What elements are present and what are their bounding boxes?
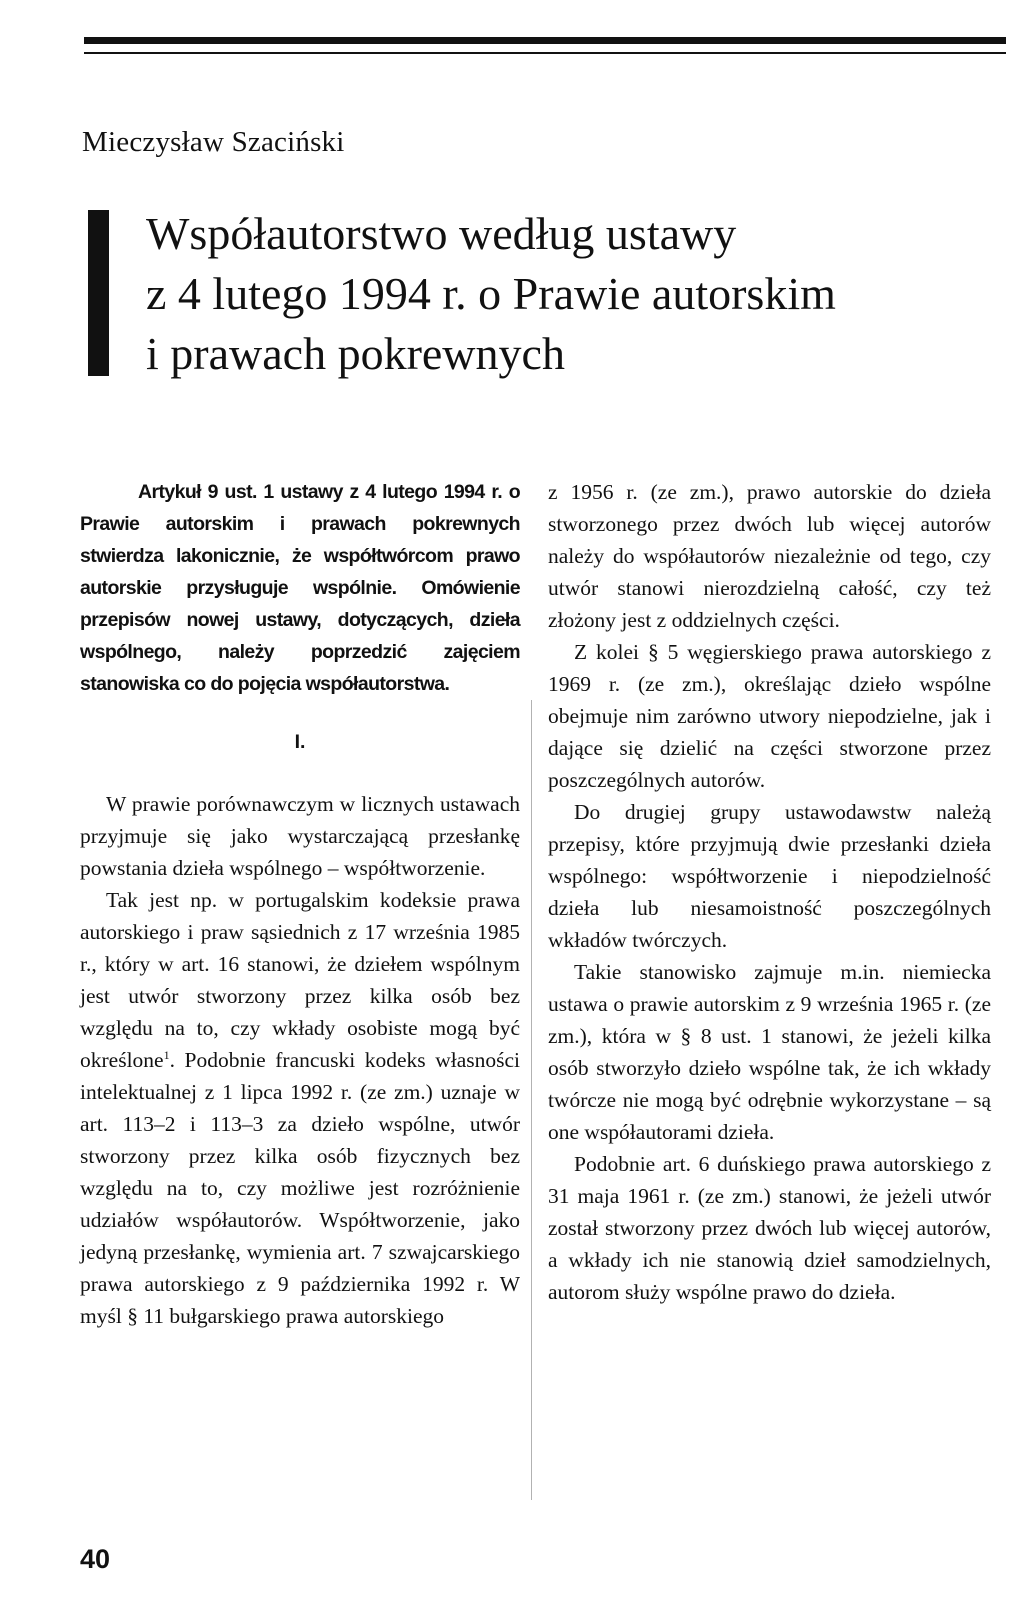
paragraph-text: . Podobnie francuski kodeks własności intelektualnej z 1 lipca 1992 r. (ze zm.) uznaje w art. 113–2 i 113–3 za dzieło wspólne, utwór stworzony przez kilka osób fizycznych bez względu na to, czy możliwe jest rozróżnienie udziałów współautorów. Współtworzenie, jako jedyną przesłankę, wymienia art. 7 szwajcarskiego prawa autorskiego z 9 października 1992 r. W myśl § 11 bułgarskiego prawa autorskiego: [80, 1048, 520, 1328]
page-number: 40: [80, 1544, 111, 1574]
footnote-marker: 1: [163, 1047, 170, 1062]
lead-paragraph: Artykuł 9 ust. 1 ustawy z 4 lutego 1994 r. o Prawie autorskim i prawach pokrewnych stwierdza lakonicznie, że współtwórcom prawo autorskie przysługuje wspólnie. Omówienie przepisów nowej ustawy, dotyczących, dzieła wspólnego, należy poprzedzić zajęciem stanowiska co do pojęcia współautorstwa.: [80, 481, 520, 695]
column-divider: [531, 700, 532, 1500]
header-rule-thick: [84, 37, 1006, 44]
title-line-1: Współautorstwo według ustawy: [146, 208, 737, 259]
body-paragraph: [80, 884, 520, 1332]
title-line-2: z 4 lutego 1994 r. o Prawie autorskim: [146, 268, 836, 319]
body-paragraph: W prawie porównawczym w licznych ustawach przyjmuje się jako wystarczającą przesłankę powstania dzieła wspólnego – współtworzenie.: [80, 792, 520, 880]
paragraph-text: Tak jest np. w portugalskim kodeksie prawa autorskiego i praw sąsiednich z 17 września 1985 r., który w art. 16 stanowi, że dziełem wspólnym jest utwór stworzony przez kilka osób bez względu na to, czy wkłady osobiste mogą być określone: [80, 888, 520, 1072]
article-title: [146, 204, 1006, 384]
left-column: [80, 476, 520, 1332]
body-paragraph: Podobnie art. 6 duńskiego prawa autorskiego z 31 maja 1961 r. (ze zm.) stanowi, że jeżeli utwór został stworzony przez dwóch lub więcej autorów, a wkłady ich nie stanowią dzieł samodzielnych, autorom służy wspólne prawo do dzieła.: [548, 1152, 991, 1304]
header-rule-thin: [84, 52, 1006, 54]
body-paragraph: Takie stanowisko zajmuje m.in. niemiecka ustawa o prawie autorskim z 9 września 1965 r. (ze zm.), która w § 8 ust. 1 stanowi, że jeżeli kilka osób stworzyło dzieło wspólne tak, że ich wkłady twórcze nie mogą być odrębnie wykorzystane – są one współautorami dzieła.: [548, 960, 991, 1144]
title-line-3: i prawach pokrewnych: [146, 328, 565, 379]
body-paragraph: z 1956 r. (ze zm.), prawo autorskie do dzieła stworzonego przez dwóch lub więcej autorów należy do współautorów niezależnie od tego, czy utwór stanowi nierozdzielną całość, czy też złożony jest z oddzielnych części.: [548, 480, 991, 632]
right-column: [548, 476, 991, 1308]
body-paragraph: Z kolei § 5 węgierskiego prawa autorskiego z 1969 r. (ze zm.), określając dzieło wspólne obejmuje nim zarówno utwory niepodzielne, jak i dające się dzielić na części stworzone przez poszczególnych autorów.: [548, 640, 991, 792]
body-paragraph: Do drugiej grupy ustawodawstw należą przepisy, które przyjmują dwie przesłanki dzieła wspólnego: współtworzenie i niepodzielność dzieła lub niesamoistność poszczególnych wkładów twórczych.: [548, 800, 991, 952]
title-accent-bar: [88, 210, 109, 376]
author-name: Mieczysław Szaciński: [82, 126, 345, 158]
section-heading: I.: [294, 731, 306, 753]
